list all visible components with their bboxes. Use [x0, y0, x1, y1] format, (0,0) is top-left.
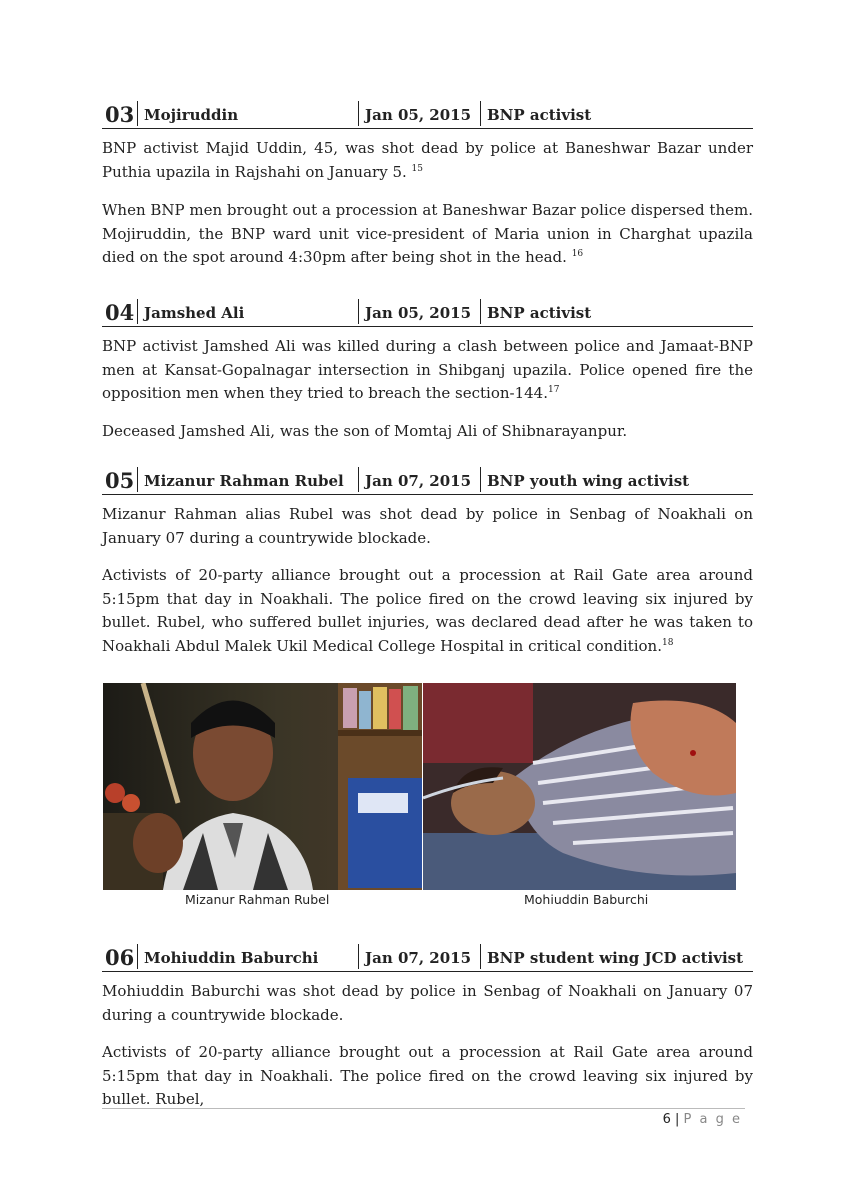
entry-06: [102, 944, 753, 1112]
deceased-photo: [423, 683, 736, 890]
entry-05: [102, 467, 753, 658]
entry-name: Jamshed Ali: [137, 299, 244, 324]
footnote-ref: 16: [571, 249, 584, 259]
footnote-ref: 18: [661, 637, 674, 648]
entry-04: [102, 299, 753, 443]
entry-header: [102, 101, 753, 129]
entry-number: 03: [105, 102, 135, 127]
photo-caption: Mizanur Rahman Rubel: [185, 892, 330, 907]
entry-affiliation: BNP youth wing activist: [480, 467, 689, 492]
entry-date: Jan 05, 2015: [358, 101, 471, 126]
footnote-ref: 17: [547, 385, 560, 395]
entry-name: Mohiuddin Baburchi: [137, 944, 318, 969]
entry-paragraph: Mohiuddin Baburchi was shot dead by police in Senbag of Noakhali on January 07 during a countrywide blockade.: [102, 982, 753, 1024]
entry-paragraph: Activists of 20-party alliance brought out a procession at Rail Gate area around 5:15pm that day in Noakhali. The police fired on the crowd leaving six injured by bullet. Rubel, who suffered bullet injuries, was declared dead after he was taken to Noakhali Abdul Malek Ukil Medical College Hospital in critical condition.$^{18}$: [102, 566, 753, 655]
entry-paragraph: BNP activist Majid Uddin, 45, was shot dead by police at Baneshwar Bazar under Puthia upazila in Rajshahi on January 5. $^{15}$: [102, 139, 753, 181]
entry-paragraph: BNP activist Jamshed Ali was killed during a clash between police and Jamaat-BNP men at Kansat-Gopalnagar intersection in Shibganj upazila. Police opened fire the opposition men when they tried to breach the section-144.17: [102, 337, 753, 402]
entry-03: [102, 101, 753, 270]
entry-paragraph: Activists of 20-party alliance brought out a procession at Rail Gate area around 5:15pm that day in Noakhali. The police fired on the crowd leaving six injured by bullet. Rubel,: [102, 1043, 753, 1108]
entry-affiliation: BNP student wing JCD activist: [480, 944, 743, 969]
footer-separator: |: [675, 1112, 680, 1127]
page-number: 6: [662, 1112, 671, 1127]
entry-date: Jan 07, 2015: [358, 944, 471, 969]
footnote-ref: 15: [411, 163, 423, 174]
entry-name: Mojiruddin: [137, 101, 238, 126]
entry-header: [102, 944, 753, 972]
page-label: P a g e: [683, 1112, 742, 1127]
footer-divider: [102, 1108, 745, 1109]
entry-paragraph: Mizanur Rahman alias Rubel was shot dead by police in Senbag of Noakhali on January 07 during a countrywide blockade.: [102, 505, 753, 547]
entry-number: 04: [105, 300, 135, 325]
entry-header: [102, 467, 753, 495]
entry-affiliation: BNP activist: [480, 299, 591, 324]
entry-affiliation: BNP activist: [480, 101, 591, 126]
portrait-photo-illustration: [103, 683, 422, 890]
entry-number: 06: [105, 945, 135, 970]
photo-strip: [103, 683, 736, 890]
page-footer: [663, 1112, 742, 1127]
entry-date: Jan 05, 2015: [358, 299, 471, 324]
entry-date: Jan 07, 2015: [358, 467, 471, 492]
photo-caption: Mohiuddin Baburchi: [524, 892, 649, 907]
entry-header: [102, 299, 753, 327]
entry-paragraph: When BNP men brought out a procession at Baneshwar Bazar police dispersed them. Mojiruddin, the BNP ward unit vice-president of Maria union in Charghat upazila died on the spot around 4:30pm after being shot in the head. $^{16}$: [102, 201, 753, 266]
entry-number: 05: [105, 468, 135, 493]
portrait-photo: [103, 683, 422, 890]
entry-paragraph: Deceased Jamshed Ali, was the son of Momtaj Ali of Shibnarayanpur.: [102, 421, 628, 440]
entry-name: Mizanur Rahman Rubel: [137, 467, 344, 492]
deceased-photo-illustration: [423, 683, 736, 890]
